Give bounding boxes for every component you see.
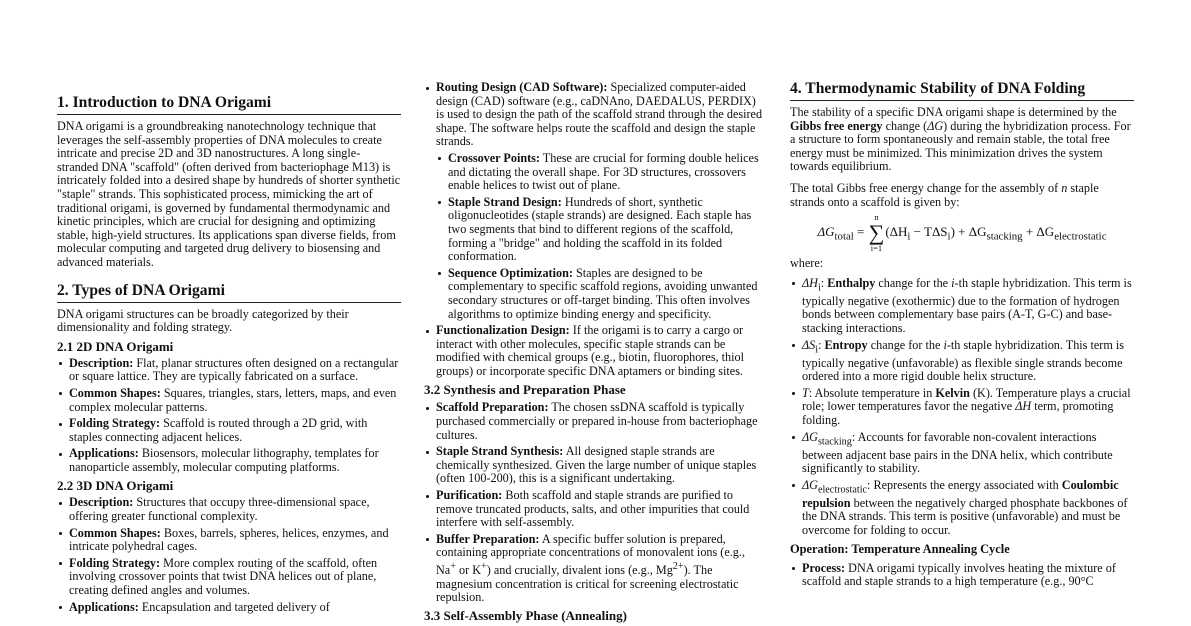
list-item: Folding Strategy: More complex routing of the scaffold, often involving crossover points that twist DNA helices out of plane, creating defined angles and volumes. bbox=[57, 557, 401, 598]
list-item: Buffer Preparation: A specific buffer solution is prepared, containing appropriate concentrations of monovalent ions (e.g., Na+ or K+) and crucially, divalent ions (e.g., $Mg^{2+}$). The magnesium concentration is critical for screening electrostatic repulsion. bbox=[424, 533, 766, 605]
summation-symbol: n ∑ i=1 bbox=[868, 212, 885, 254]
list-item: Common Shapes: Squares, triangles, stars, letters, maps, and even complex molecular patterns. bbox=[57, 387, 401, 414]
where-label: where: bbox=[790, 256, 824, 271]
subsection-2-2-heading: 2.2 3D DNA Origami bbox=[57, 478, 174, 494]
list-energy-terms bbox=[790, 277, 1134, 538]
list-item: $\Delta H_i$: Enthalpy change for the i-th staple hybridization. This term is typically negative (exothermic) due to the formation of hydrogen bonds between complementary base pairs (A-T, G-C) and base-stacking interactions. bbox=[790, 277, 1134, 336]
gibbs-free-energy-equation: $\Delta G_{total}$ = n ∑ i=1 $(\Delta H_i - T\Delta S_i) + \Delta G_{stacking} + \Delta G_{electrostatic}$ bbox=[817, 212, 1107, 254]
section-4-heading: 4. Thermodynamic Stability of DNA Folding bbox=[790, 79, 1134, 101]
routing-sublist bbox=[436, 152, 766, 321]
list-annealing bbox=[790, 562, 1134, 589]
list-item: Sequence Optimization: Staples are designed to be complementary to specific scaffold regions, avoiding unwanted secondary structures or off-target binding. This often involves algorithms to optimize binding energy and specificity. bbox=[436, 267, 766, 321]
list-item: Purification: Both scaffold and staple strands are purified to remove truncated products, salts, and other impurities that could interfere with self-assembly. bbox=[424, 489, 766, 530]
list-item: $\Delta G_{stacking}$: Accounts for favorable non-covalent interactions between adjacent base pairs in the DNA helix, which contribute significantly to stability. bbox=[790, 431, 1134, 476]
list-3d-origami bbox=[57, 496, 401, 614]
list-item: Description: Structures that occupy three-dimensional space, offering greater functional complexity. bbox=[57, 496, 401, 523]
list-item: Description: Flat, planar structures often designed on a rectangular or square lattice. They are typically fabricated on a surface. bbox=[57, 357, 401, 384]
list-design-phase bbox=[424, 81, 766, 378]
column-left bbox=[57, 0, 401, 617]
list-item: Scaffold Preparation: The chosen ssDNA scaffold is typically purchased commercially or prepared in-house from bacteriophage cultures. bbox=[424, 401, 766, 442]
list-item: Functionalization Design: If the origami is to carry a cargo or interact with other molecules, specific staple strands can be modified with chemical groups (e.g., biotin, fluorophores, thiol groups) or incorporate specific DNA aptamers or binding sites. bbox=[424, 324, 766, 378]
list-item: Applications: Encapsulation and targeted delivery of bbox=[57, 601, 401, 615]
subsection-3-2-heading: 3.2 Synthesis and Preparation Phase bbox=[424, 382, 626, 398]
list-item: Applications: Biosensors, molecular lithography, templates for nanoparticle assembly, molecular computing platforms. bbox=[57, 447, 401, 474]
list-item: Routing Design (CAD Software): Specialized computer-aided design (CAD) software (e.g., caDNAno, DAEDALUS, PERDIX) is used to design the path of the scaffold strand through the desired shape. The software helps route the scaffold and design the staple strands. Crossover Points: These are crucial for forming double helices and dictating the overall shape. For 3D structures, crossovers enable helices to twist out of plane. Staple Strand Design: Hundreds of short, synthetic oligonucleotides (staple strands) are designed. Each staple has two segments that bind to different regions of the scaffold, forming a "bridge" and holding the scaffold in its folded conformation. Sequence Optimization: Staples are designed to be complementary to specific scaffold regions, avoiding unwanted secondary structures or off-target binding. This often involves algorithms to optimize binding energy and specificity. bbox=[424, 81, 766, 321]
list-item: Process: DNA origami typically involves heating the mixture of scaffold and staple strands to a high temperature (e.g., 90°C bbox=[790, 562, 1134, 589]
list-item: Staple Strand Synthesis: All designed staple strands are chemically synthesized. Given the large number of unique staples (often 100-200), this is a significant undertaking. bbox=[424, 445, 766, 486]
column-right bbox=[790, 0, 1134, 592]
list-item: T: Absolute temperature in Kelvin (K). Temperature plays a crucial role; lower temperatures favor the negative ΔH term, promoting folding. bbox=[790, 387, 1134, 428]
list-item: Common Shapes: Boxes, barrels, spheres, helices, enzymes, and intricate polyhedral cages. bbox=[57, 527, 401, 554]
subsection-2-1-heading: 2.1 2D DNA Origami bbox=[57, 338, 174, 354]
list-2d-origami bbox=[57, 357, 401, 475]
list-item: $\Delta G_{electrostatic}$: Represents the energy associated with Coulombic repulsion between the negatively charged phosphate backbones of the DNA strands. This term is positive (unfavorable) and must be overcome for folding to occur. bbox=[790, 479, 1134, 538]
list-item: Folding Strategy: Scaffold is routed through a 2D grid, with staples connecting adjacent helices. bbox=[57, 417, 401, 444]
section-2-intro: DNA origami structures can be broadly categorized by their dimensionality and folding strategy. bbox=[57, 306, 349, 335]
operation-heading: Operation: Temperature Annealing Cycle bbox=[790, 541, 1010, 556]
column-middle bbox=[424, 0, 766, 624]
section-4-paragraph-1: The stability of a specific DNA origami shape is determined by the Gibbs free energy change (ΔG) during the hybridization process. For a structure to form spontaneously and remain stable, the total free energy must be minimized. This minimization drives the system towards equilibrium. bbox=[790, 105, 1131, 174]
list-item: Crossover Points: These are crucial for forming double helices and dictating the overall shape. For 3D structures, crossovers enable helices to twist out of plane. bbox=[436, 152, 766, 193]
section-2-heading: 2. Types of DNA Origami bbox=[57, 281, 401, 303]
list-item: Staple Strand Design: Hundreds of short, synthetic oligonucleotides (staple strands) are designed. Each staple has two segments that bind to different regions of the scaffold, forming a "bridge" and holding the scaffold in its folded conformation. bbox=[436, 196, 766, 264]
subsection-3-3-heading: 3.3 Self-Assembly Phase (Annealing) bbox=[424, 607, 627, 623]
section-1-heading: 1. Introduction to DNA Origami bbox=[57, 93, 401, 115]
list-item: $\Delta S_i$: Entropy change for the i-th staple hybridization. This term is typically negative (unfavorable) as flexible single strands become ordered into a more rigid double helix structure. bbox=[790, 339, 1134, 384]
section-4-paragraph-2: The total Gibbs free energy change for the assembly of n staple strands onto a scaffold is given by: bbox=[790, 180, 1099, 209]
section-1-body: DNA origami is a groundbreaking nanotechnology technique that leverages the self-assembly properties of DNA molecules to create intricate and precise 2D and 3D nanostructures. A long single-stranded DNA "scaffold" (often derived from bacteriophage M13) is intricately folded into a desired shape by hundreds of shorter synthetic "staple" strands. This sophisticated process, mimicking the art of traditional origami, is governed by fundamental thermodynamic and kinetic principles, which are crucial for designing and optimizing stable, high-yield structures. Its applications span diverse fields, from molecular computing and targeted drug delivery to biosensing and advanced materials. bbox=[57, 119, 401, 269]
list-synthesis-phase bbox=[424, 401, 766, 604]
